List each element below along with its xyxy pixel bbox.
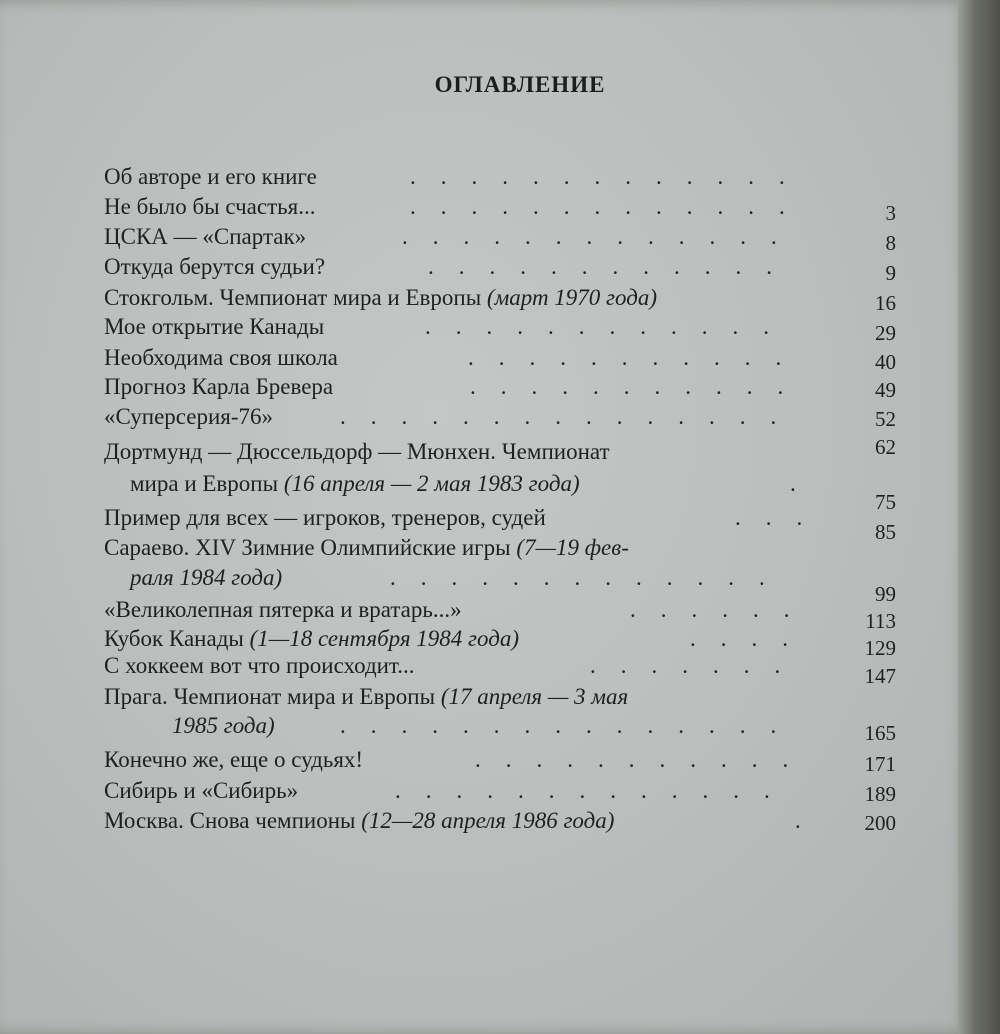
toc-entry <box>0 162 1000 192</box>
toc-entry-date: 1985 года) <box>172 713 275 738</box>
toc-entry-title <box>104 651 415 681</box>
toc-page-number: 8 <box>885 231 896 255</box>
toc-entry-title-text: С хоккеем вот что происходит... <box>104 653 415 678</box>
toc-entry <box>0 343 1000 373</box>
toc-entry-title <box>104 343 338 373</box>
toc-entry-title-text: Откуда берутся судьи? <box>104 254 326 279</box>
toc-page-number: 3 <box>885 201 896 225</box>
toc-leader-dots: ........... <box>470 374 809 399</box>
toc-entry-title <box>104 776 298 806</box>
toc-leader-dots: ........... <box>475 747 814 772</box>
toc-entry-title <box>104 162 317 192</box>
toc-leader-dots: . <box>790 471 821 496</box>
toc-entry <box>0 745 1000 775</box>
toc-entry <box>0 252 1000 285</box>
toc-entry-title-text: Сараево. XIV Зимние Олимпийские игры <box>104 535 511 560</box>
toc-entry-title <box>104 402 273 432</box>
toc-entry-title <box>104 533 629 563</box>
toc-entry-title <box>130 469 580 499</box>
toc-leader-dots: ............. <box>410 164 810 189</box>
toc-entry-date: (12—28 апреля 1986 года) <box>355 808 615 833</box>
toc-entry-title-text: Об авторе и его книге <box>104 164 317 189</box>
toc-page-number: 200 <box>864 811 896 835</box>
toc-entry-title <box>104 745 363 775</box>
toc-entry <box>0 503 1000 544</box>
toc-entry-title-text: мира и Европы <box>130 471 279 496</box>
toc-entry <box>0 624 1000 660</box>
toc-entry-title-text: ЦСКА — «Спартак» <box>104 224 307 249</box>
toc-entry-date: (1—18 сентября 1984 года) <box>243 626 519 651</box>
toc-entry-title-text: Дортмунд — Дюссельдорф — Мюнхен. Чемпионат <box>104 439 610 464</box>
toc-leader-dots: ............ <box>428 254 797 279</box>
toc-page-number: 29 <box>875 321 896 345</box>
toc-entry <box>0 283 1000 313</box>
toc-entry-title <box>130 563 282 593</box>
toc-entry-title <box>104 222 306 252</box>
toc-entry-title <box>104 624 519 654</box>
toc-entry-title-text: Необходима своя школа <box>104 345 338 370</box>
toc-entry-title-text: «Великолепная пятерка и вратарь...» <box>104 597 462 622</box>
toc-entry-title <box>104 682 628 712</box>
toc-page-number: 40 <box>875 350 896 374</box>
toc-entry-title <box>104 283 657 313</box>
toc-entry <box>0 437 1000 467</box>
toc-page-number: 49 <box>875 378 896 402</box>
toc-page-number: 75 <box>875 490 896 514</box>
toc-leader-dots: ....... <box>590 653 806 678</box>
toc-leader-dots: ...... <box>630 597 815 622</box>
toc-entry-title <box>104 192 315 222</box>
toc-entry-date: (16 апреля — 2 мая 1983 года) <box>278 471 580 496</box>
toc-entry <box>0 563 1000 606</box>
toc-entry <box>0 595 1000 633</box>
toc-leader-dots: ............... <box>340 404 802 429</box>
toc-entry <box>0 682 1000 712</box>
toc-entry-title-text: Кубок Канады <box>104 626 244 651</box>
toc-entry-title <box>104 437 610 467</box>
toc-page-number: 52 <box>875 407 896 431</box>
toc-entry-title-text: Москва. Снова чемпионы <box>104 808 356 833</box>
toc-heading: ОГЛАВЛЕНИЕ <box>434 72 606 97</box>
toc-entry-date: (7—19 фев- <box>510 535 629 560</box>
toc-entry-title-text: Мое открытие Канады <box>104 314 325 339</box>
toc-entry-title-text: Пример для всех — игроков, тренеров, судей <box>104 505 546 530</box>
toc-entry <box>0 222 1000 255</box>
toc-entry-title <box>104 252 325 282</box>
toc-entry-title-text: «Суперсерия-76» <box>104 404 274 429</box>
toc-entry <box>0 312 1000 345</box>
toc-page-number: 147 <box>864 664 896 688</box>
toc-leader-dots: .... <box>690 626 813 651</box>
toc-entry-title-text: Прага. Чемпионат мира и Европы <box>104 684 436 709</box>
toc-entry-date: (17 апреля — 3 мая <box>435 684 629 709</box>
toc-entry <box>0 372 1000 402</box>
toc-page-number: 171 <box>864 752 896 776</box>
toc-entry <box>0 806 1000 836</box>
toc-leader-dots: ............. <box>402 224 802 249</box>
toc-entry-title <box>104 806 614 836</box>
toc-entry-title <box>104 372 333 402</box>
toc-entry <box>0 402 1000 432</box>
toc-entry-title-text: Конечно же, еще о судьях! <box>104 747 364 772</box>
toc-leader-dots: ............ <box>425 314 794 339</box>
toc-page-number: 99 <box>875 582 896 606</box>
toc-page-number: 165 <box>864 721 896 745</box>
toc-entry <box>0 651 1000 688</box>
toc-entry <box>0 469 1000 514</box>
toc-page-number: 16 <box>875 291 896 315</box>
toc-entry <box>0 711 1000 745</box>
toc-leader-dots: ........... <box>468 345 807 370</box>
toc-entry-title <box>104 312 324 342</box>
toc-entry-title-text: Сибирь и «Сибирь» <box>104 778 299 803</box>
toc-leader-dots: . <box>795 808 826 833</box>
toc-page-number: 9 <box>885 261 896 285</box>
toc-entry-title <box>104 503 546 533</box>
toc-leader-dots: ............. <box>410 194 810 219</box>
toc-entry-date: раля 1984 года) <box>130 565 283 590</box>
toc-page-number: 85 <box>875 520 896 544</box>
toc-page-number: 189 <box>864 782 896 806</box>
toc-entry-date: (март 1970 года) <box>481 285 658 310</box>
toc-entry <box>0 192 1000 225</box>
toc-entry <box>0 776 1000 806</box>
toc-page-number: 129 <box>864 636 896 660</box>
toc-leader-dots: ............... <box>340 713 802 738</box>
toc-entry-title <box>104 595 462 625</box>
toc-page-number: 113 <box>865 609 896 633</box>
toc-page-number: 62 <box>875 435 896 459</box>
toc-entry-title <box>172 711 275 741</box>
toc-entry-title-text: Стокгольм. Чемпионат мира и Европы <box>104 285 482 310</box>
toc-entry-title-text: Прогноз Карла Бревера <box>104 374 334 399</box>
toc-entry-title-text: Не было бы счастья... <box>104 194 316 219</box>
toc-leader-dots: ... <box>735 505 828 530</box>
toc-leader-dots: ............. <box>395 778 795 803</box>
toc-entry <box>0 533 1000 563</box>
toc-leader-dots: ............. <box>390 565 790 590</box>
